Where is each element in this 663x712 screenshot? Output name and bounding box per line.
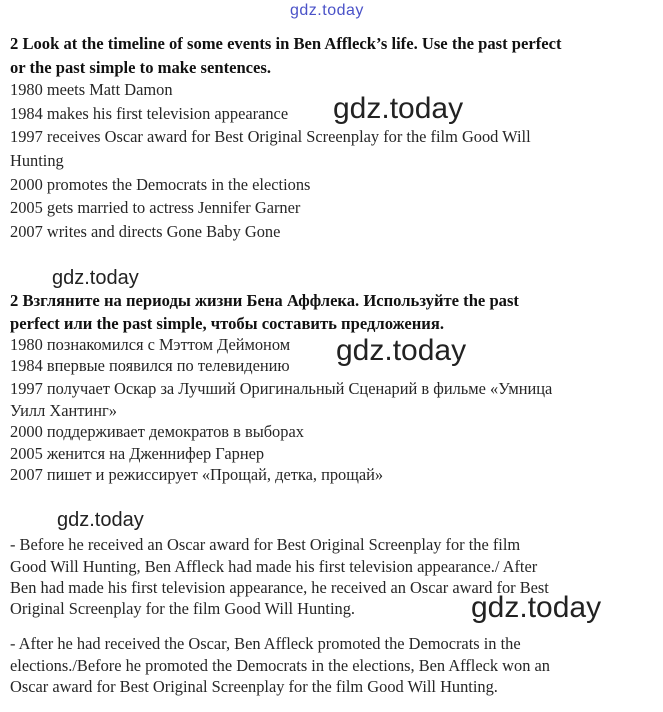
russian-event-1984: 1984 впервые появился по телевидению xyxy=(10,356,290,375)
english-event-2007: 2007 writes and directs Gone Baby Gone xyxy=(10,222,281,241)
russian-event-2000: 2000 поддерживает демократов в выборах xyxy=(10,422,304,441)
answer-1-line: Original Screenplay for the film Good Will Hunting. xyxy=(10,599,355,618)
russian-event-2007: 2007 пишет и режиссирует «Прощай, детка, прощай» xyxy=(10,465,384,484)
watermark-2: gdz.today xyxy=(52,267,139,289)
answer-2-line: Oscar award for Best Original Screenplay for the film Good Will Hunting. xyxy=(10,677,498,696)
watermark-5: gdz.today xyxy=(471,591,602,624)
english-event-2005: 2005 gets married to actress Jennifer Garner xyxy=(10,198,301,217)
answer-1-line: Ben had made his first television appearance, he received an Oscar award for Best xyxy=(10,578,549,597)
answer-2-line: elections./Before he promoted the Democrats in the elections, Ben Affleck won an xyxy=(10,656,550,675)
english-heading: 2 Look at the timeline of some events in Ben Affleck’s life. Use the past perfect xyxy=(10,34,562,53)
answer-1-line: - Before he received an Oscar award for Best Original Screenplay for the film xyxy=(10,535,521,554)
english-event-1997: 1997 receives Oscar award for Best Original Screenplay for the film Good Will xyxy=(10,127,531,146)
watermark-top: gdz.today xyxy=(290,2,364,19)
russian-event-2005: 2005 женится на Дженнифер Гарнер xyxy=(10,444,265,463)
english-event-1984: 1984 makes his first television appearance xyxy=(10,104,289,123)
watermark-4: gdz.today xyxy=(57,509,144,531)
answer-2-line: - After he had received the Oscar, Ben Affleck promoted the Democrats in the xyxy=(10,634,521,653)
russian-event-1997-cont: Уилл Хантинг» xyxy=(10,401,117,420)
english-heading-cont: or the past simple to make sentences. xyxy=(10,58,272,77)
answer-1-line: Good Will Hunting, Ben Affleck had made his first television appearance./ After xyxy=(10,557,538,576)
watermark-1: gdz.today xyxy=(333,92,464,125)
russian-event-1997: 1997 получает Оскар за Лучший Оригинальный Сценарий в фильме «Умница xyxy=(10,379,553,398)
english-event-2000: 2000 promotes the Democrats in the elections xyxy=(10,175,311,194)
russian-event-1980: 1980 познакомился с Мэттом Деймоном xyxy=(10,335,291,354)
russian-heading-cont: perfect или the past simple, чтобы составить предложения. xyxy=(10,314,444,333)
russian-heading: 2 Взгляните на периоды жизни Бена Аффлека. Используйте the past xyxy=(10,291,519,310)
watermark-3: gdz.today xyxy=(336,334,467,367)
english-event-1997-cont: Hunting xyxy=(10,151,64,170)
english-event-1980: 1980 meets Matt Damon xyxy=(10,80,173,99)
